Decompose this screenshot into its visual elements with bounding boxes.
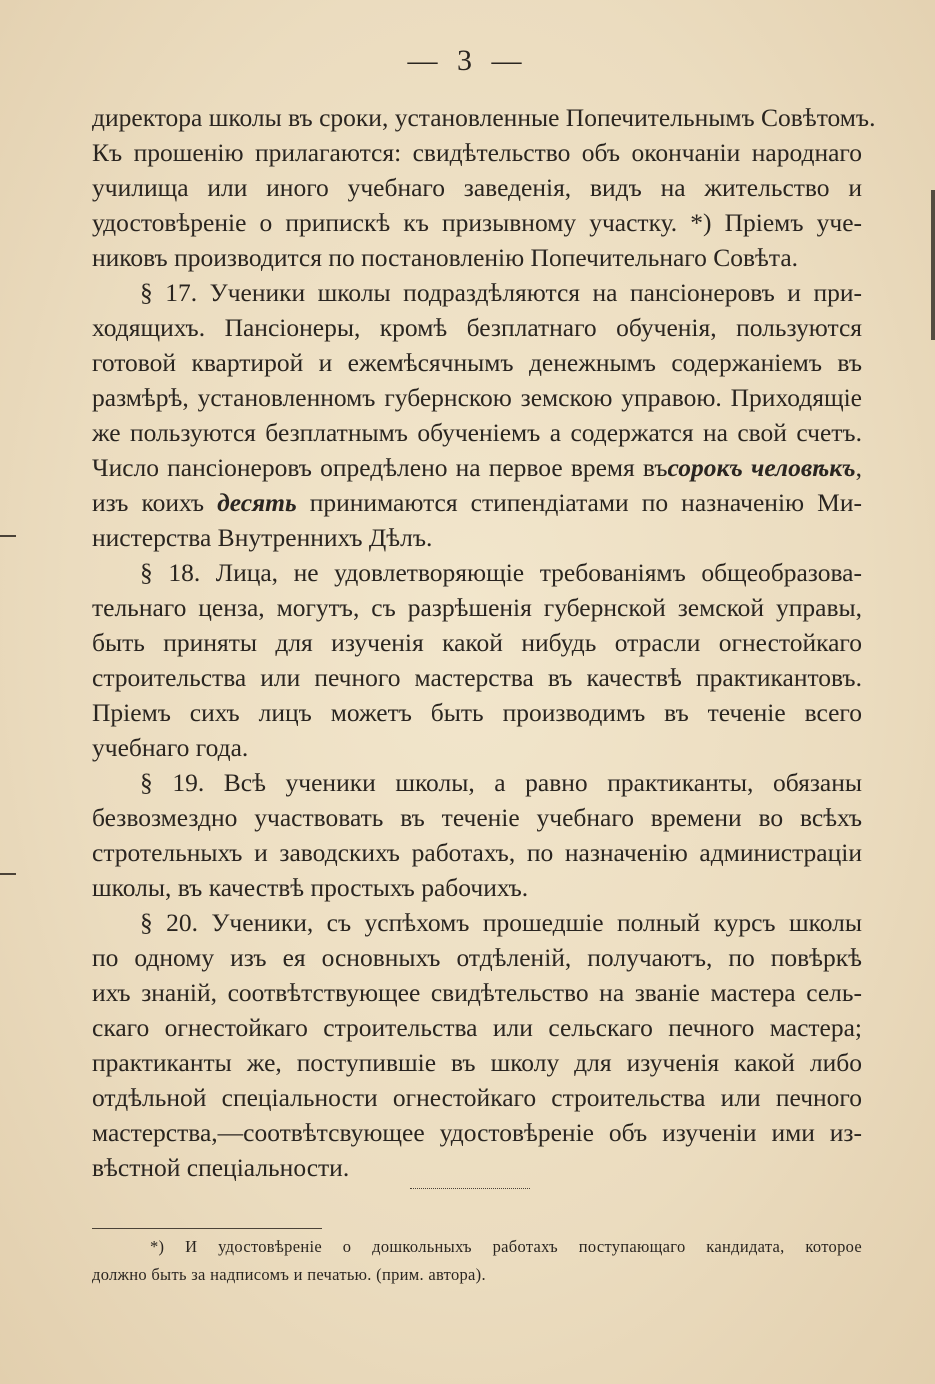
text-line: директора школы въ сроки, установленные Попечительнымъ Совѣтомъ.: [92, 103, 876, 132]
footnote-line: должно быть за надписомъ и печатью. (прим. автора).: [92, 1265, 486, 1284]
text-line: практиканты же, поступившіе въ школу для изученія какой либо: [92, 1048, 862, 1077]
text-line: учебнаго года.: [92, 733, 249, 762]
text-line: училища или иного учебнаго заведенія, видъ на жительство и: [92, 173, 862, 202]
text-line: никовъ производится по постановленію Попечительнаго Совѣта.: [92, 243, 799, 272]
emphasis-text: сорокъ человѣкъ: [667, 453, 856, 482]
text-line: вѣстной спеціальности.: [92, 1153, 350, 1182]
text-line: Пріемъ сихъ лицъ можетъ быть производимъ въ теченіе всего: [92, 698, 862, 727]
text-line: ихъ знаній, соотвѣтствующее свидѣтельство на званіе мастера сель-: [92, 978, 862, 1007]
text-line: по одному изъ ея основныхъ отдѣленій, получаютъ, по повѣркѣ: [92, 943, 862, 972]
footnote-rule: [92, 1228, 322, 1229]
paragraph-18-start: § 18. Лица, не удовлетворяющіе требованіямъ общеобразова-: [140, 558, 862, 587]
text-line: размѣрѣ, установленномъ губернскою земскою управою. Приходящіе: [92, 383, 862, 412]
page-number: — 3 —: [407, 44, 528, 77]
text-line: скаго огнестойкаго строительства или сельскаго печного мастера;: [92, 1013, 862, 1042]
paragraph-20-start: § 20. Ученики, съ успѣхомъ прошедшіе полный курсъ школы: [140, 908, 862, 937]
page-edge-mark: [931, 190, 935, 340]
text-line: Къ прошенію прилагаются: свидѣтельство объ окончаніи народнаго: [92, 138, 862, 167]
margin-tick: [0, 873, 16, 875]
paragraph-19-start: § 19. Всѣ ученики школы, а равно практиканты, обязаны: [140, 768, 862, 797]
text-line: мастерства,—соотвѣтсвующее удостовѣреніе объ изученіи ими из-: [92, 1118, 862, 1147]
margin-tick: [0, 535, 16, 537]
text-line: стротельныхъ и заводскихъ работахъ, по назначенію администраціи: [92, 838, 862, 867]
text-line: быть приняты для изученія какой нибудь отрасли огнестойкаго: [92, 628, 862, 657]
text-line: строительства или печного мастерства въ качествѣ практикантовъ.: [92, 663, 862, 692]
text-line: же пользуются безплатнымъ обученіемъ а содержатся на свой счетъ.: [92, 418, 862, 447]
paragraph-17-start: § 17. Ученики школы подраздѣляются на пансіонеровъ и при-: [140, 278, 862, 307]
body-text: [92, 100, 876, 1185]
section-divider: [410, 1188, 530, 1189]
text-line: готовой квартирой и ежемѣсячнымъ денежнымъ содержаніемъ въ: [92, 348, 862, 377]
text-line: тельнаго ценза, могутъ, съ разрѣшенія губернской земской управы,: [92, 593, 862, 622]
footnote: [92, 1233, 862, 1289]
text-line: безвозмездно участвовать въ теченіе учебнаго времени во всѣхъ: [92, 803, 862, 832]
footnote-line: *) И удостовѣреніе о дошкольныхъ работахъ поступающаго кандидата, которое: [150, 1237, 862, 1256]
text-line: отдѣльной спеціальности огнестойкаго строительства или печного: [92, 1083, 862, 1112]
text-line-with-emphasis: изъ коихъ десять принимаются стипендіатами по назначенію Ми-: [92, 488, 862, 517]
text-line: удостовѣреніе о припискѣ къ призывному участку. *) Пріемъ уче-: [92, 208, 862, 237]
text-line: школы, въ качествѣ простыхъ рабочихъ.: [92, 873, 529, 902]
text-line-with-emphasis: Число пансіонеровъ опредѣлено на первое время въсорокъ человѣкъ,: [92, 453, 862, 482]
text-line: нистерства Внутреннихъ Дѣлъ.: [92, 523, 433, 552]
text-line: ходящихъ. Пансіонеры, кромѣ безплатнаго обученія, пользуются: [92, 313, 862, 342]
emphasis-text: десять: [217, 488, 297, 517]
